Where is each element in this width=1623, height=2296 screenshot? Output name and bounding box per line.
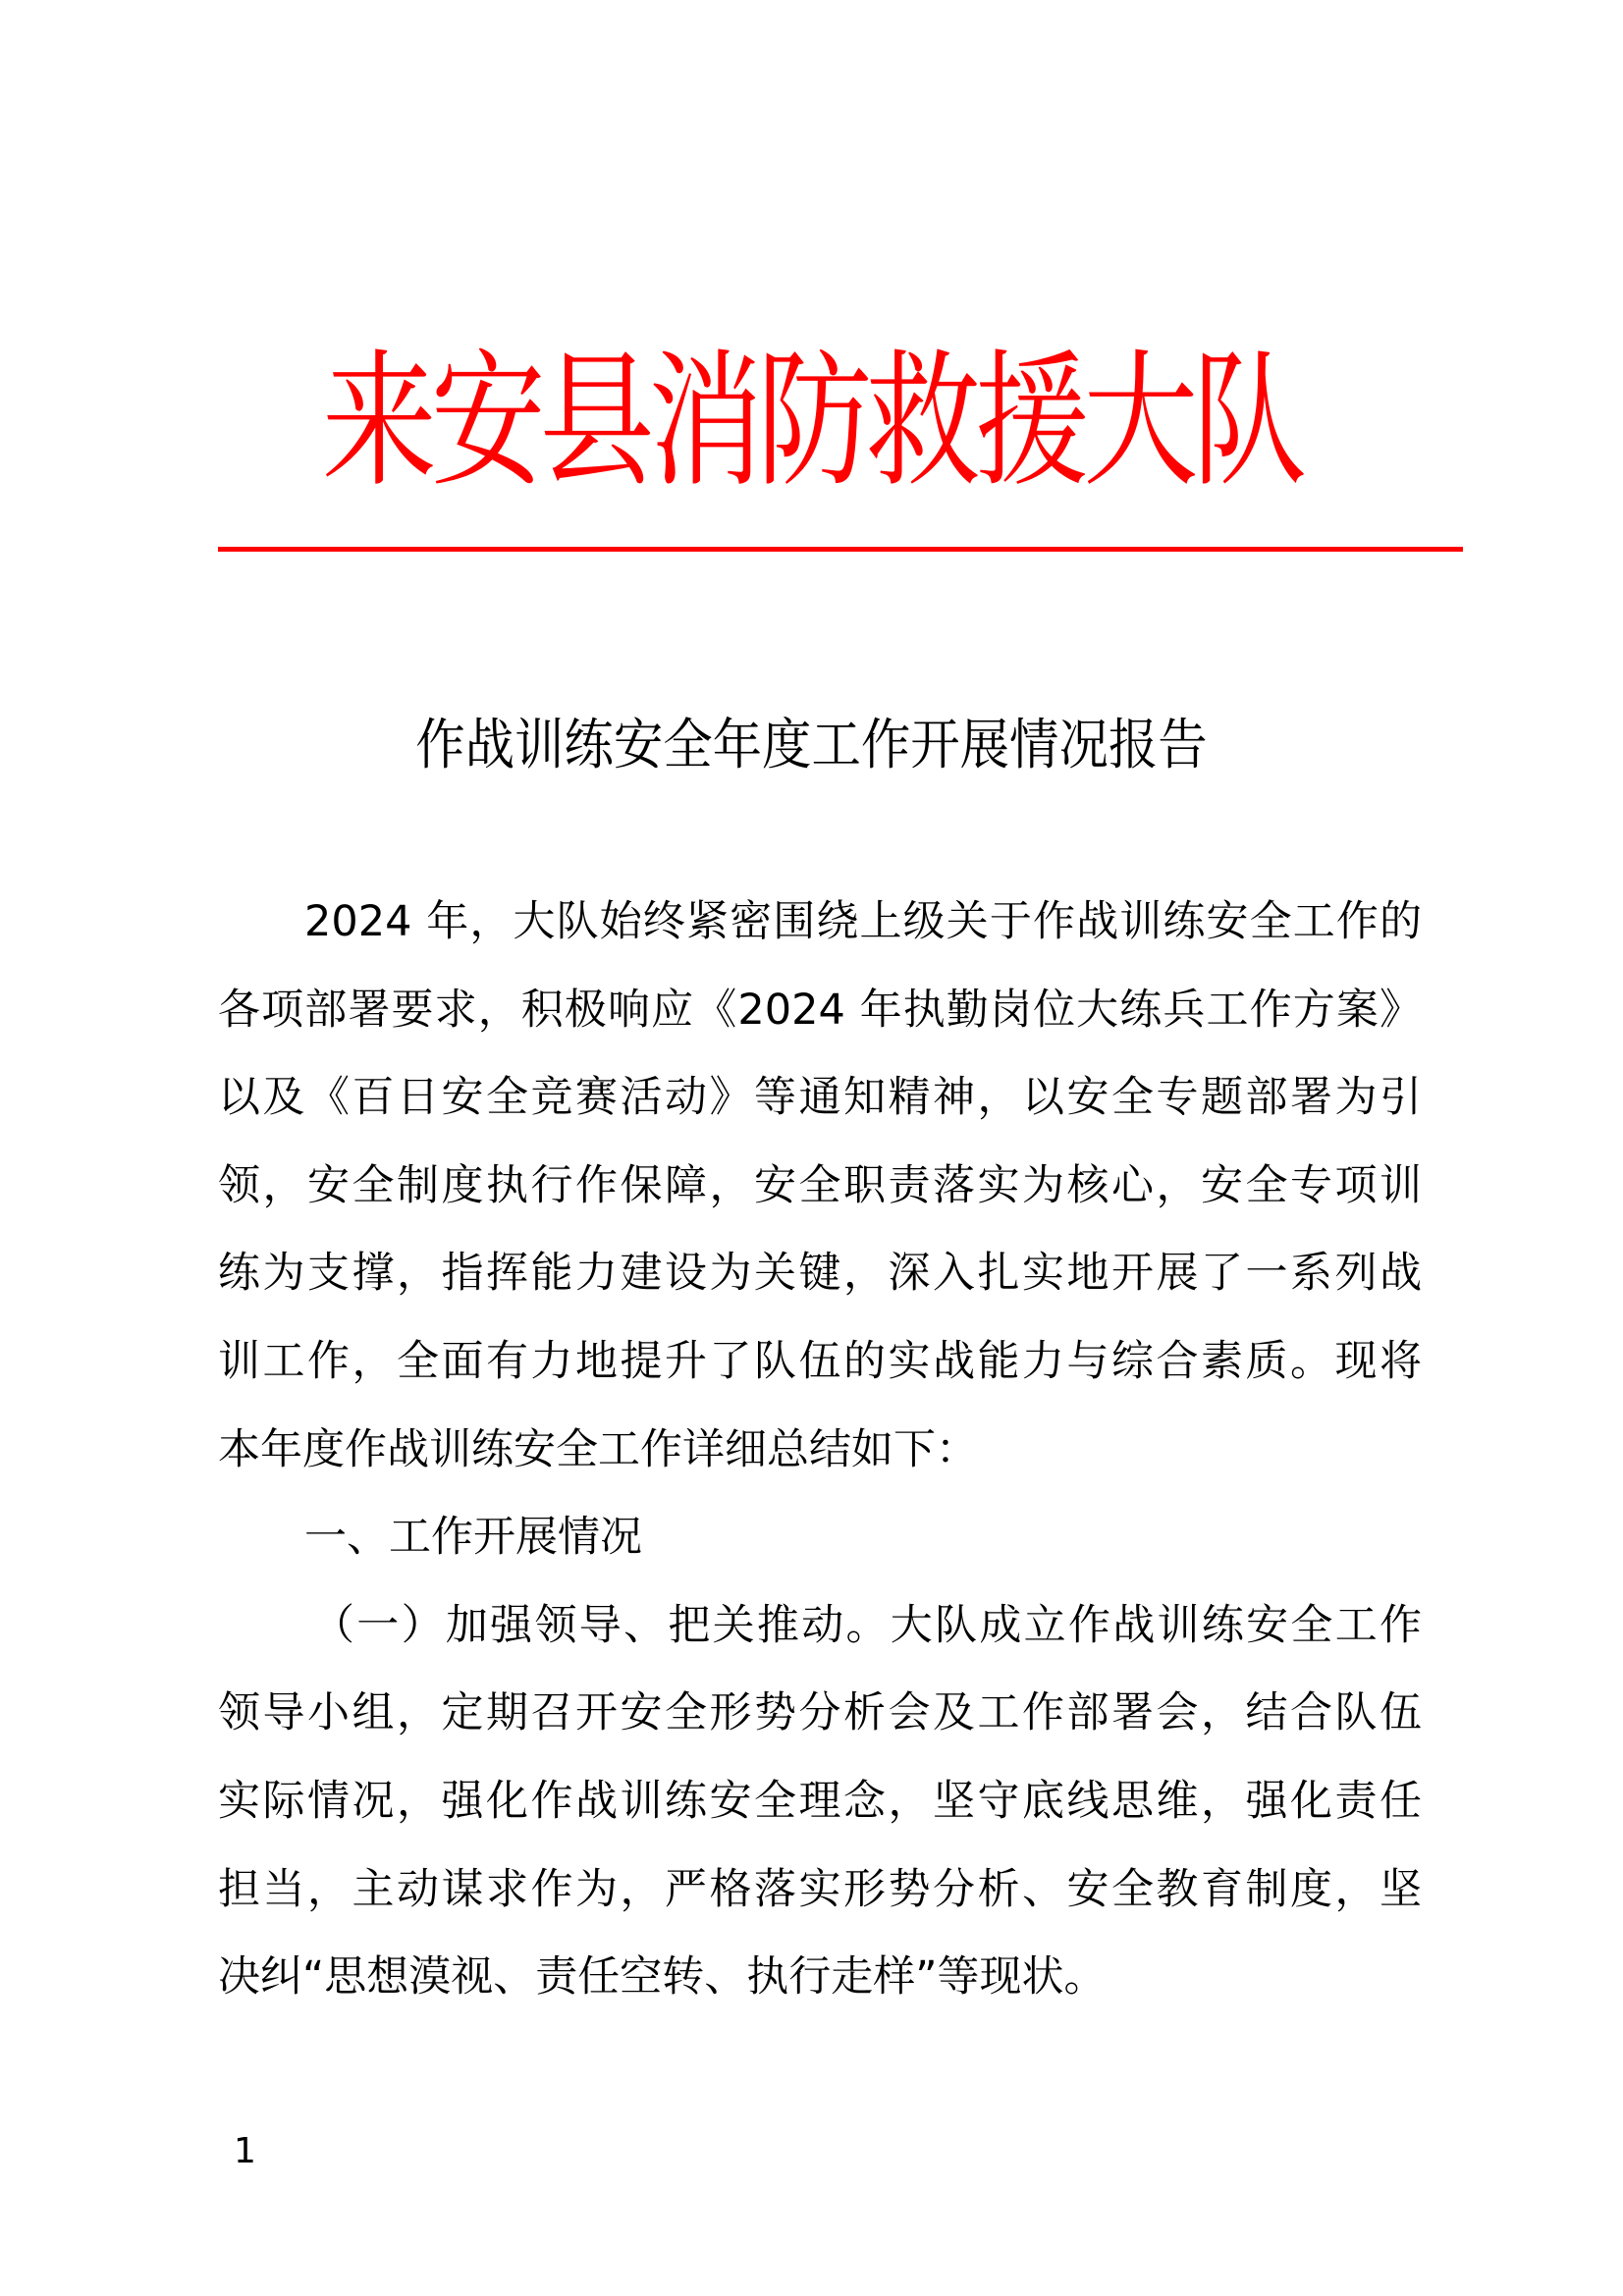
paragraph-line: 练为支撑，指挥能力建设为关键，深入扎实地开展了一系列战 <box>218 1249 1422 1299</box>
paragraph-line: 实际情况，强化作战训练安全理念，坚守底线思维，强化责任 <box>218 1776 1422 1826</box>
paragraph-line: 决纠“思想漠视、责任空转、执行走样”等现状。 <box>218 1952 1107 2002</box>
document-title: 作战训练安全年度工作开展情况报告 <box>415 714 1208 777</box>
paragraph-line: （一）加强领导、把关推动。大队成立作战训练安全工作 <box>312 1600 1422 1650</box>
paragraph-line: 领，安全制度执行作保障，安全职责落实为核心，安全专项训 <box>218 1160 1422 1210</box>
paragraph-line: 以及《百日安全竞赛活动》等通知精神，以安全专题部署为引 <box>218 1073 1422 1123</box>
section-heading-text: 一、工作开展情况 <box>304 1513 642 1563</box>
paragraph-line: 各项部署要求，积极响应《2024 年执勤岗位大练兵工作方案》 <box>218 985 1422 1035</box>
paragraph-line: 领导小组，定期召开安全形势分析会及工作部署会，结合队伍 <box>218 1688 1422 1738</box>
subsection-paragraph <box>218 1582 1422 2022</box>
section-heading <box>218 1494 1422 1582</box>
paragraph-line: 担当，主动谋求作为，严格落实形势分析、安全教育制度，坚 <box>218 1864 1422 1914</box>
paragraph-line: 训工作，全面有力地提升了队伍的实战能力与综合素质。现将 <box>218 1336 1422 1386</box>
paragraph-line: 本年度作战训练安全工作详细总结如下： <box>218 1424 978 1474</box>
red-divider-rule <box>218 547 1463 552</box>
org-header: 来安县消防救援大队 <box>321 337 1301 507</box>
document-body <box>218 879 1422 2022</box>
intro-paragraph <box>218 879 1422 1494</box>
paragraph-line: 2024 年，大队始终紧密围绕上级关于作战训练安全工作的 <box>304 897 1422 946</box>
page-number: 1 <box>234 2131 256 2171</box>
